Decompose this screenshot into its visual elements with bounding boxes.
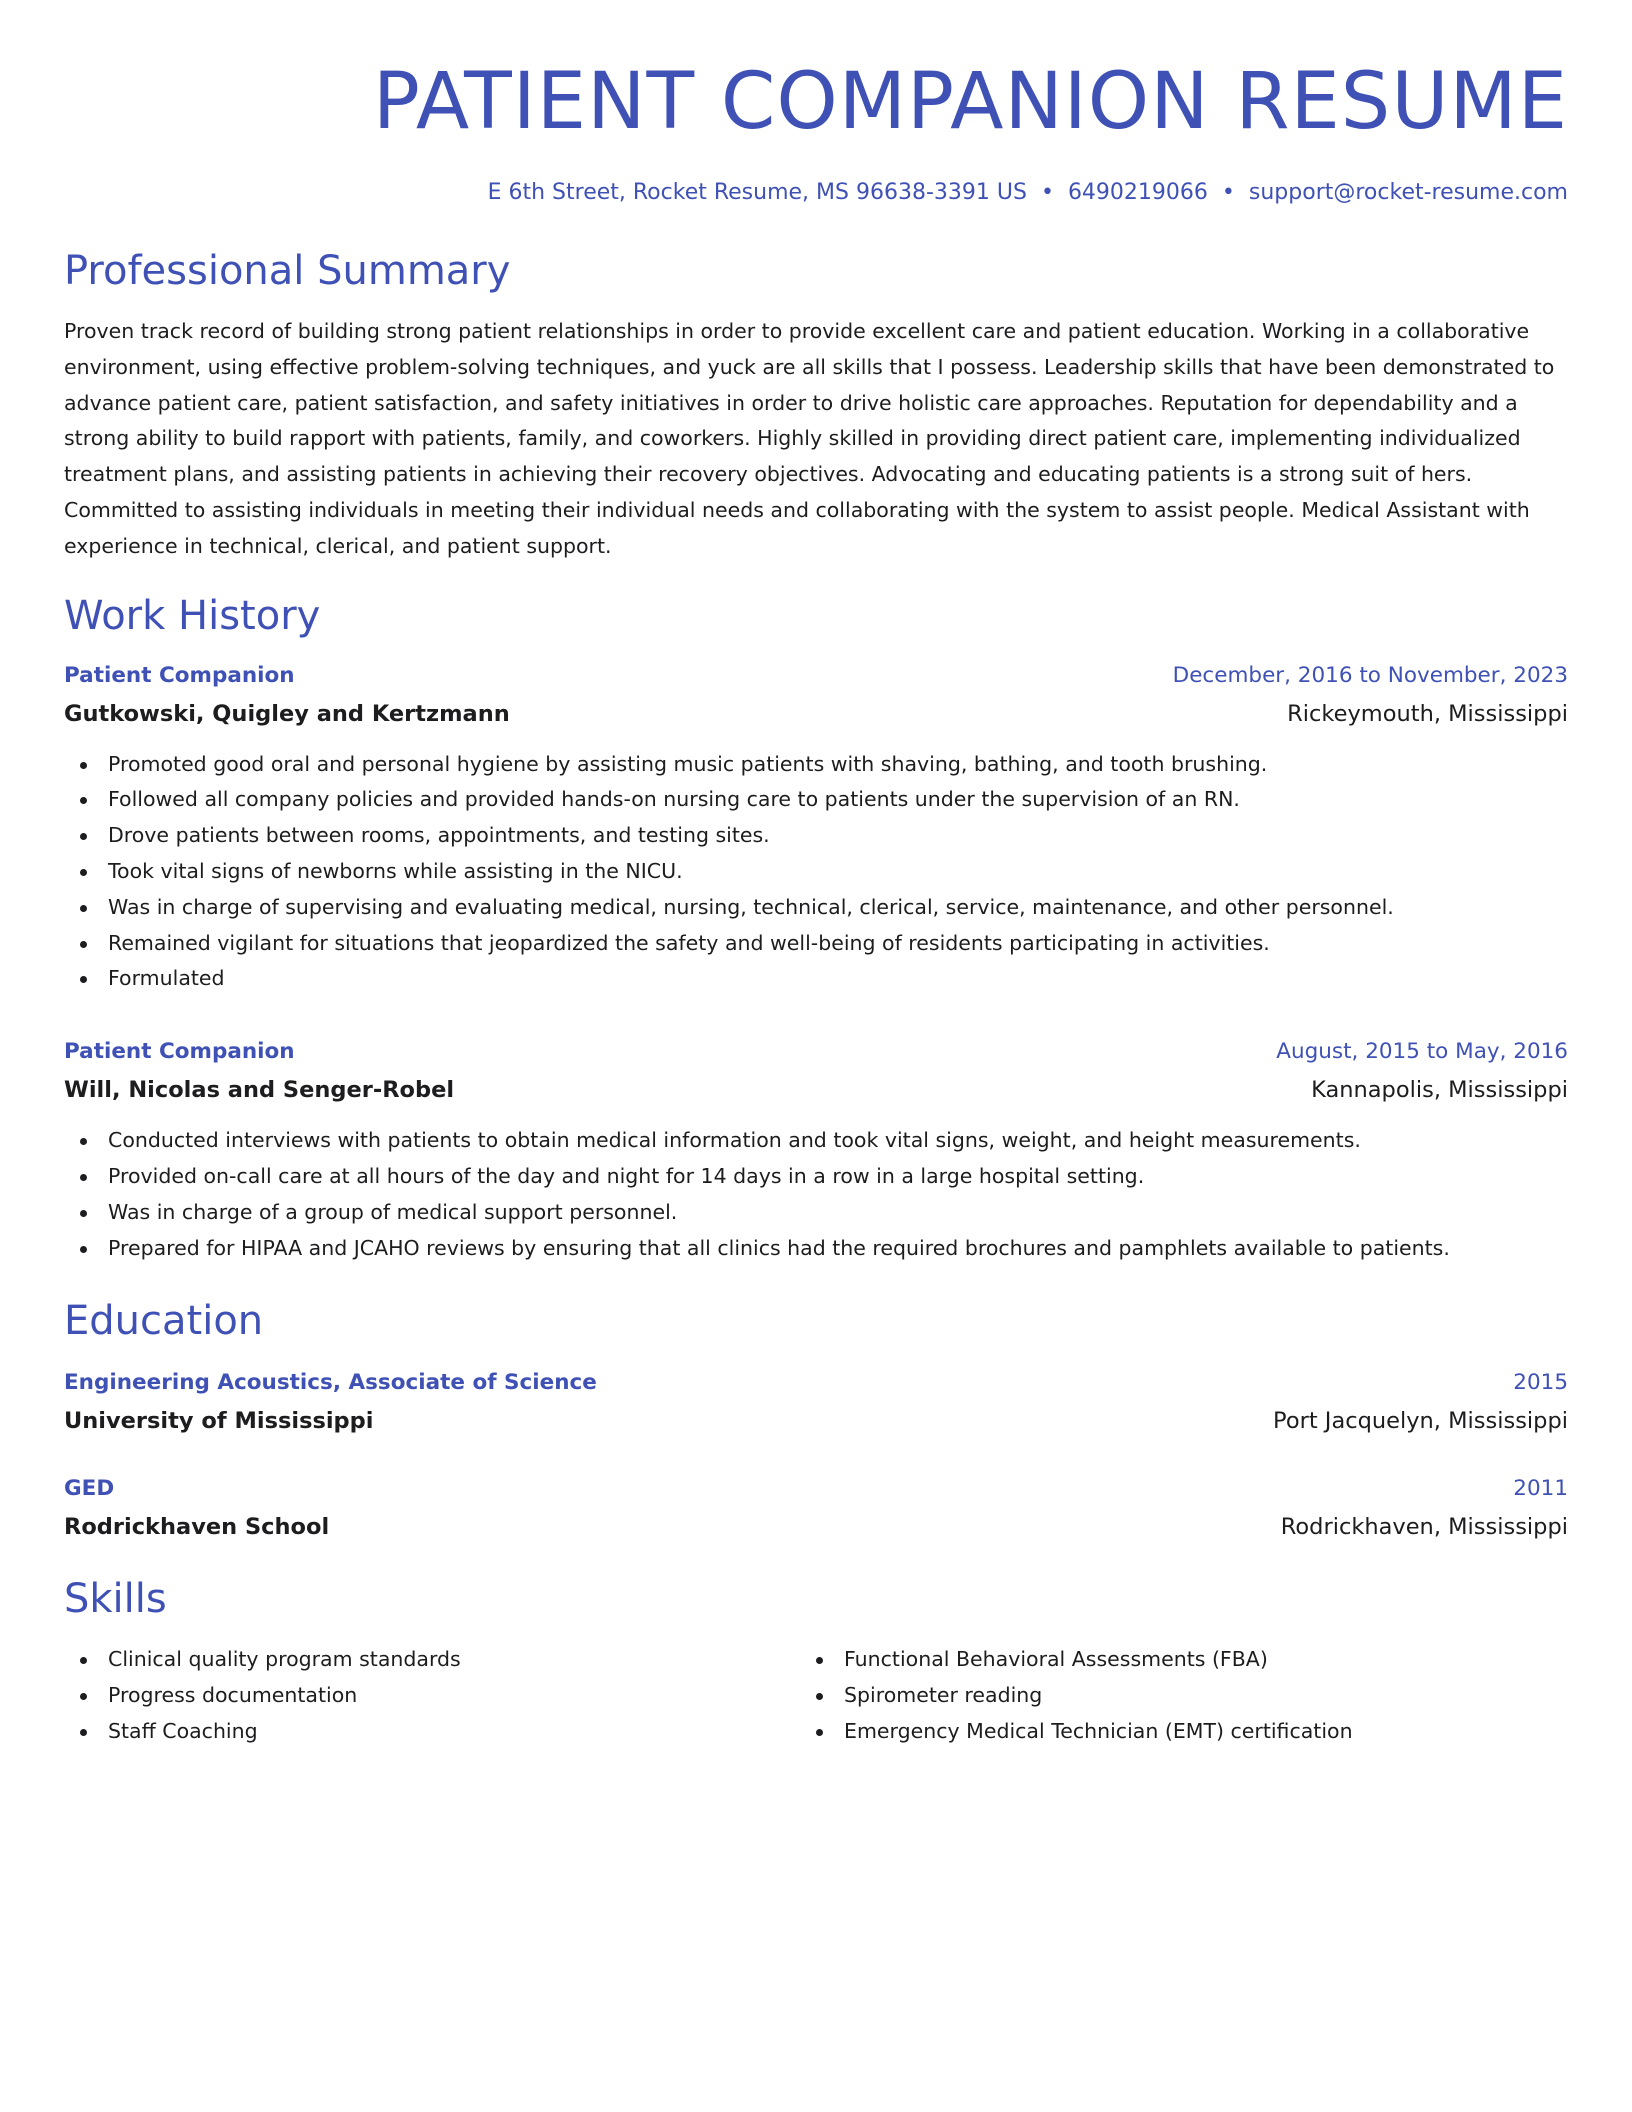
skill-item: Emergency Medical Technician (EMT) certification — [800, 1714, 1536, 1750]
education-heading: Education — [64, 1298, 264, 1345]
skills-section — [64, 1574, 1568, 1749]
resume-header — [64, 52, 1568, 208]
education-school: Rodrickhaven School — [64, 1514, 330, 1541]
job-company: Gutkowski, Quigley and Kertzmann — [64, 700, 510, 727]
contact-phone: 6490219066 — [1067, 180, 1208, 205]
job-dates: August, 2015 to May, 2016 — [1276, 1039, 1568, 1065]
contact-address: E 6th Street, Rocket Resume, MS 96638-3391 US — [487, 180, 1027, 205]
job-entry — [64, 661, 1568, 998]
job-bullet: Promoted good oral and personal hygiene by assisting music patients with shaving, bathing, and tooth brushing. — [64, 747, 1568, 783]
summary-heading: Professional Summary — [64, 248, 511, 294]
skill-item: Functional Behavioral Assessments (FBA) — [800, 1642, 1536, 1678]
contact-separator: • — [1040, 180, 1054, 205]
job-bullet: Drove patients between rooms, appointments, and testing sites. — [64, 818, 1568, 854]
skill-item: Staff Coaching — [64, 1714, 800, 1750]
skills-column-right — [800, 1642, 1536, 1749]
job-bullet: Provided on-call care at all hours of the day and night for 14 days in a row in a large hospital setting. — [64, 1159, 1568, 1195]
skills-heading: Skills — [64, 1576, 167, 1623]
job-company: Will, Nicolas and Senger-Robel — [64, 1077, 455, 1104]
job-bullet: Prepared for HIPAA and JCAHO reviews by ensuring that all clinics had the required brochures and pamphlets available to patients. — [64, 1231, 1568, 1267]
work-history-section — [64, 591, 1568, 1267]
contact-email[interactable]: support@rocket-resume.com — [1248, 180, 1568, 205]
resume-title: PATIENT COMPANION RESUME — [372, 57, 1568, 147]
skill-item: Progress documentation — [64, 1678, 800, 1714]
job-location: Kannapolis, Mississippi — [1311, 1077, 1568, 1104]
education-school: University of Mississippi — [64, 1408, 374, 1435]
job-bullet: Conducted interviews with patients to obtain medical information and took vital signs, weight, and height measurements. — [64, 1123, 1568, 1159]
job-entry — [64, 1037, 1568, 1266]
education-year: 2015 — [1513, 1370, 1568, 1396]
job-bullet-list — [64, 747, 1568, 998]
skills-column-left — [64, 1642, 800, 1749]
education-location: Rodrickhaven, Mississippi — [1280, 1514, 1568, 1541]
job-bullet: Was in charge of supervising and evaluating medical, nursing, technical, clerical, service, maintenance, and other personnel. — [64, 890, 1568, 926]
job-location: Rickeymouth, Mississippi — [1287, 700, 1568, 727]
work-history-heading: Work History — [64, 592, 321, 639]
education-location: Port Jacquelyn, Mississippi — [1273, 1408, 1568, 1435]
skills-grid — [64, 1642, 1568, 1749]
education-year: 2011 — [1513, 1476, 1568, 1502]
skills-list — [800, 1642, 1536, 1749]
education-section — [64, 1296, 1568, 1544]
skill-item: Spirometer reading — [800, 1678, 1536, 1714]
education-entry — [64, 1368, 1568, 1438]
job-bullet: Followed all company policies and provided hands-on nursing care to patients under the supervision of an RN. — [64, 782, 1568, 818]
job-bullet: Took vital signs of newborns while assisting in the NICU. — [64, 854, 1568, 890]
job-dates: December, 2016 to November, 2023 — [1172, 662, 1568, 688]
education-degree: Engineering Acoustics, Associate of Science — [64, 1370, 597, 1396]
job-title: Patient Companion — [64, 662, 295, 688]
job-bullet-list — [64, 1123, 1568, 1266]
contact-separator: • — [1221, 180, 1235, 205]
summary-text: Proven track record of building strong patient relationships in order to provide excellent care and patient education. Working in a collaborative environment, using effective problem-solving techniques, and yuck are all skills that I possess. Leadership skills that have been demonstrated to advance patient care, patient satisfaction, and safety initiatives in order to drive holistic care approaches. Reputation for dependability and a strong ability to build rapport with patients, family, and coworkers. Highly skilled in providing direct patient care, implementing individualized treatment plans, and assisting patients in achieving their recovery objectives. Advocating and educating patients is a strong suit of hers. Committed to assisting individuals in meeting their individual needs and collaborating with the system to assist people. Medical Assistant with experience in technical, clerical, and patient support. — [64, 319, 1555, 558]
skills-list — [64, 1642, 800, 1749]
education-degree: GED — [64, 1476, 115, 1502]
job-bullet: Remained vigilant for situations that jeopardized the safety and well-being of residents participating in activities. — [64, 926, 1568, 962]
job-bullet: Formulated — [64, 961, 1568, 997]
summary-section — [64, 246, 1568, 565]
job-bullet: Was in charge of a group of medical support personnel. — [64, 1195, 1568, 1231]
job-title: Patient Companion — [64, 1039, 295, 1065]
contact-line — [64, 178, 1568, 208]
skill-item: Clinical quality program standards — [64, 1642, 800, 1678]
education-entry — [64, 1474, 1568, 1544]
